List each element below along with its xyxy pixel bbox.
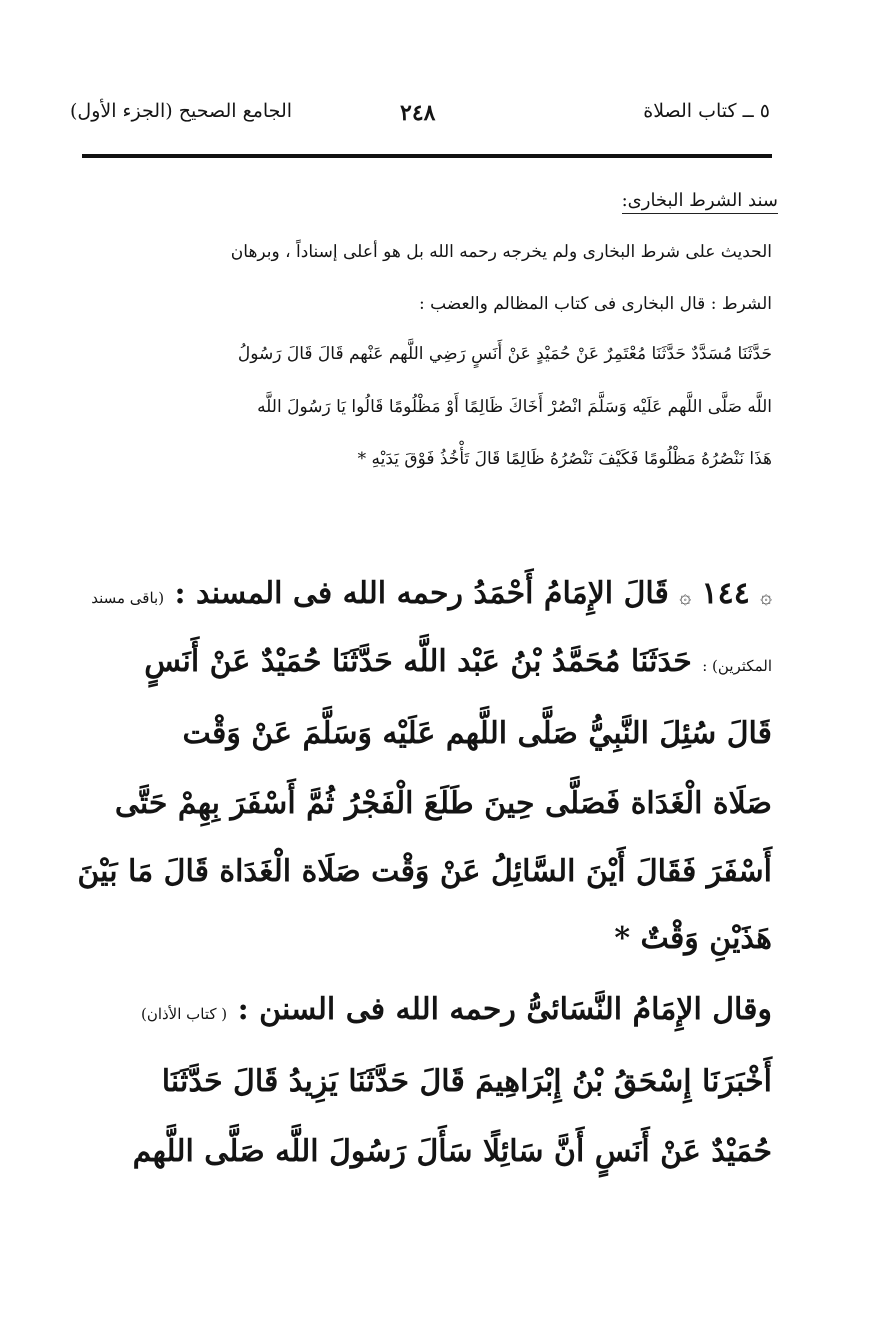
hadith-line: هَذَيْنِ وَقْتٌ *: [614, 921, 772, 956]
ornament-icon: ۞: [760, 584, 772, 608]
hadith-line: أَسْفَرَ فَقَالَ أَيْنَ السَّائِلُ عَنْ وَقْت صَلَاة الْغَدَاة قَالَ مَا بَيْنَ: [77, 854, 772, 889]
intro-line: حَدَّثَنَا مُسَدَّدٌ حَدَّثَنَا مُعْتَمِرٌ عَنْ حُمَيْدٍ عَنْ أَنَسٍ رَضِي اللَّهم عَنْهم قَالَ قَالَ رَسُولُ: [237, 344, 772, 364]
intro-heading: [88, 190, 778, 211]
page-number: ٢٤٨: [400, 100, 436, 126]
hadith-line-text: حَدَثَنَا مُحَمَّدُ بْنُ عَبْد اللَّه حَدَّثَنَا حُمَيْدٌ عَنْ أَنَسٍ: [144, 644, 692, 679]
section-title: ٥ ــ كتاب الصلاة: [643, 100, 770, 122]
source-note: المكثرين) :: [702, 657, 772, 675]
hadith-intro-text: قَالَ الإِمَامُ أَحْمَدُ رحمه الله فى المسند :: [174, 576, 669, 611]
source-note: ( كتاب الأذان): [140, 1005, 228, 1023]
book-title: الجامع الصحيح (الجزء الأول): [70, 100, 293, 122]
intro-heading-text: سند الشرط البخارى:: [622, 190, 778, 214]
intro-line: الحديث على شرط البخارى ولم يخرجه رحمه الله بل هو أعلى إسناداً ، وبرهان: [230, 242, 772, 262]
hadith-line: حُمَيْدٌ عَنْ أَنَسٍ أَنَّ سَائِلًا سَأَلَ رَسُولَ اللَّه صَلَّى اللَّهم: [132, 1134, 772, 1169]
hadith-line: قَالَ سُئِلَ النَّبِيُّ صَلَّى اللَّهم عَلَيْه وَسَلَّمَ عَنْ وَقْت: [182, 716, 772, 751]
hadith-line: أَخْبَرَنَا إِسْحَقُ بْنُ إِبْرَاهِيمَ قَالَ حَدَّثَنَا يَزِيدُ قَالَ حَدَّثَنَا: [161, 1064, 772, 1099]
running-header: [60, 100, 770, 140]
intro-line: اللَّه صَلَّى اللَّهم عَلَيْه وَسَلَّمَ انْصُرْ أَخَاكَ ظَالِمًا أَوْ مَظْلُومًا قَالُوا يَا رَسُولَ اللَّه: [257, 397, 772, 417]
hadith-number: ١٤٤: [701, 576, 750, 611]
nasai-intro-text: وقال الإِمَامُ النَّسَائىُّ رحمه الله فى السنن :: [237, 992, 772, 1027]
intro-line: هَذَا نَنْصُرُهُ مَظْلُومًا فَكَيْفَ نَنْصُرُهُ ظَالِمًا قَالَ تَأْخُذُ فَوْقَ يَدَيْهِ *: [357, 449, 772, 469]
nasai-heading: [52, 988, 772, 1036]
intro-line: الشرط : قال البخارى فى كتاب المظالم والعضب :: [418, 294, 772, 314]
hadith-line: [52, 640, 772, 688]
hadith-line: صَلَاة الْغَدَاة فَصَلَّى حِينَ طَلَعَ الْفَجْرُ ثُمَّ أَسْفَرَ بِهِمْ حَتَّى: [114, 786, 772, 821]
ornament-icon: ۞: [679, 584, 692, 608]
source-note: (باقى مسند: [91, 589, 165, 607]
hadith-heading: [52, 572, 772, 620]
header-divider: [82, 154, 772, 158]
